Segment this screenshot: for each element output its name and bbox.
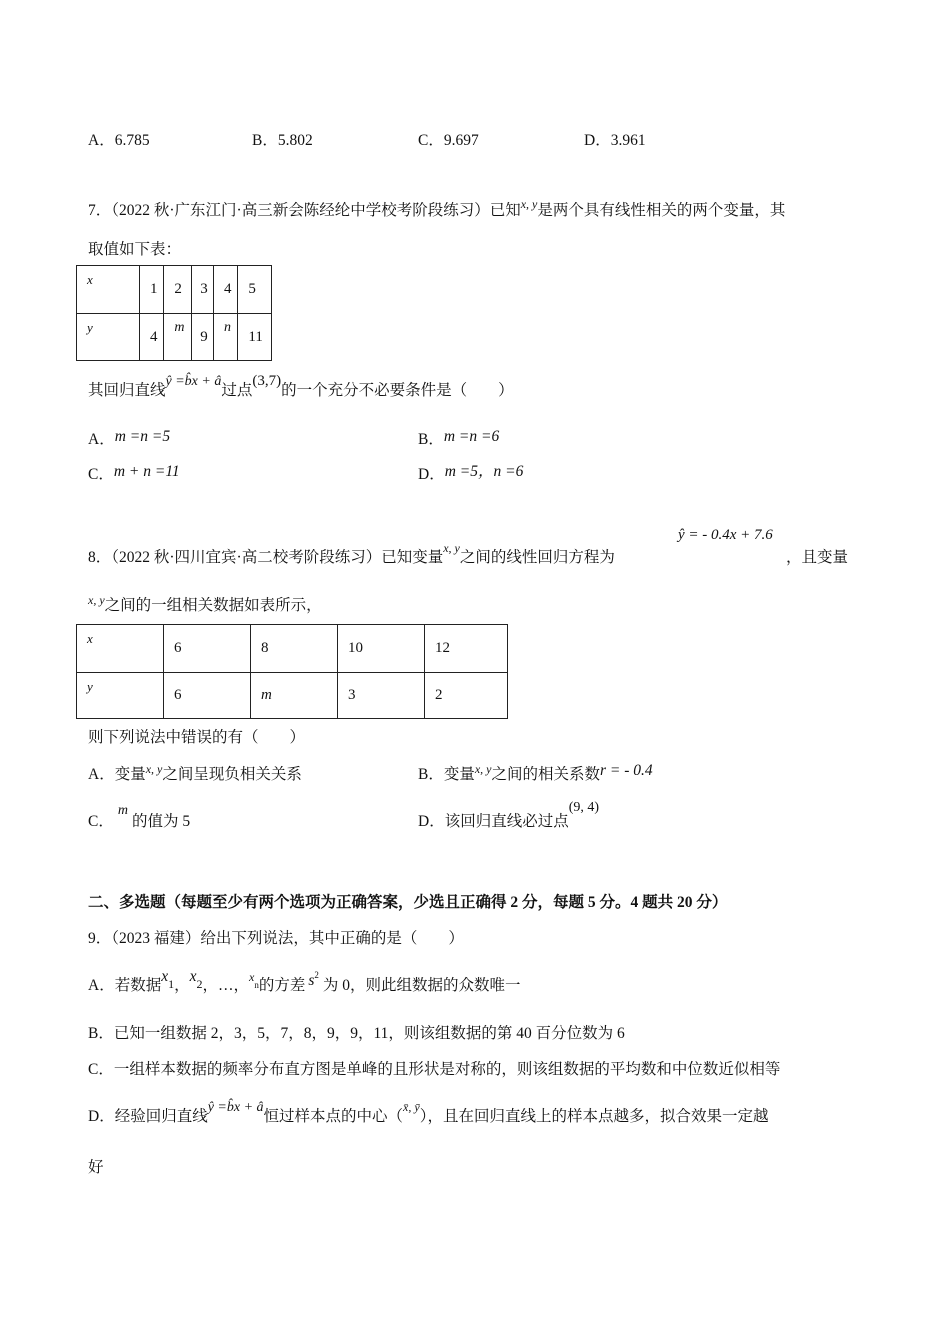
q8-stem-line2 xyxy=(88,593,322,615)
option-label: A． xyxy=(88,431,115,448)
q9-s: s xyxy=(308,972,315,989)
q9-x1: x xyxy=(161,968,169,985)
q9-ellipsis: ，…， xyxy=(202,977,250,994)
q9-xn: x xyxy=(249,970,255,984)
q8-prompt: 则下列说法中错误的有（ ） xyxy=(88,729,306,746)
q7-point: (3,7) xyxy=(252,373,282,389)
q8-table-cell: 6 xyxy=(164,673,251,719)
q8-number: 8． xyxy=(88,549,112,566)
q8-option-c xyxy=(88,803,191,831)
q7-xy: x, y xyxy=(520,197,538,211)
q7-table xyxy=(76,265,272,361)
q8-option-b-xy: x, y xyxy=(474,762,492,776)
q7-option-d-math: m =5，n =6 xyxy=(444,463,524,480)
q9-option-d-text2: 恒过样本点的中心（ xyxy=(263,1108,404,1125)
option-label: D． xyxy=(418,466,445,483)
q9-option-a-text3: 为 0，则此组数据的众数唯一 xyxy=(322,977,521,994)
q8-option-b-text2: 之间的相关系数 xyxy=(491,766,601,783)
q7-option-c xyxy=(88,462,180,484)
q7-condition-text: 其回归直线 xyxy=(88,382,166,399)
q6-option-c: C．9.697 xyxy=(418,132,479,149)
q8-source: （2022 秋·四川宜宾·高二校考阶段练习）已知变量 xyxy=(111,549,444,566)
q7-table-x-label: x xyxy=(77,266,140,314)
q8-option-a xyxy=(88,762,302,784)
q9-option-d-equation: ŷ =b̂x + â xyxy=(207,1100,264,1115)
q8-table-row-y xyxy=(77,673,508,719)
q7-table-cell: 11 xyxy=(238,314,272,361)
q8-option-d-text: D．该回归直线必过点 xyxy=(418,813,569,830)
q8-option-c-label: C． xyxy=(88,813,114,830)
q7-option-b-math: m =n =6 xyxy=(443,428,500,445)
q7-option-b xyxy=(418,427,499,449)
q8-table-cell: 10 xyxy=(338,625,425,673)
q9-x2: x xyxy=(189,968,197,985)
q9-subn: n xyxy=(254,980,259,991)
q8-table-cell: m xyxy=(251,673,338,719)
q8-table-cell: 3 xyxy=(338,673,425,719)
q8-table-x-label: x xyxy=(77,625,164,673)
q8-option-a-text2: 之间呈现负相关关系 xyxy=(162,766,302,783)
q7-table-cell: m xyxy=(164,314,192,361)
q9-option-a-text: A．若数据 xyxy=(88,977,162,994)
q8-option-a-text: A．变量 xyxy=(88,766,146,783)
q8-option-b xyxy=(418,762,653,784)
q6-option-d: D．3.961 xyxy=(584,132,646,149)
q9-option-d xyxy=(88,1100,769,1126)
q8-xy-2: x, y xyxy=(88,593,105,607)
q8-option-b-math: r = - 0.4 xyxy=(600,762,653,779)
q8-option-c-m: m xyxy=(117,803,128,818)
q8-regression-equation: ŷ = - 0.4x + 7.6 xyxy=(678,527,773,543)
q7-table-cell: 2 xyxy=(164,266,192,314)
q9-option-d-line2: 好 xyxy=(88,1159,104,1176)
q7-table-row-x xyxy=(77,266,272,314)
q8-table-cell: 12 xyxy=(425,625,508,673)
q7-condition xyxy=(88,373,514,400)
q7-table-cell: 5 xyxy=(238,266,272,314)
q7-table-y-label: y xyxy=(77,314,140,361)
q8-option-d-point: (9, 4) xyxy=(568,800,600,815)
q7-option-a-math: m =n =5 xyxy=(114,428,171,445)
q9-sub1: 1 xyxy=(168,977,175,992)
q6-option-a: A．6.785 xyxy=(88,132,150,149)
q9-option-b: B．已知一组数据 2，3，5，7，8，9，9，11，则该组数据的第 40 百分位数为 6 xyxy=(88,1025,625,1042)
q7-table-cell: 1 xyxy=(140,266,164,314)
q8-option-c-text: 的值为 5 xyxy=(131,813,191,830)
q7-source: （2022 秋·广东江门·高三新会陈经纶中学校考阶段练习）已知 xyxy=(111,202,521,219)
q8-stem xyxy=(88,541,615,567)
q8-table xyxy=(76,624,508,719)
q8-table-cell: 6 xyxy=(164,625,251,673)
q7-regression-equation: ŷ =b̂x + â xyxy=(165,374,222,389)
q8-xy: x, y xyxy=(443,541,460,555)
q8-table-row-x xyxy=(77,625,508,673)
q7-condition-text3: 的一个充分不必要条件是（ ） xyxy=(281,382,514,399)
q7-table-cell: 9 xyxy=(192,314,214,361)
q9-option-c: C．一组样本数据的频率分布直方图是单峰的且形状是对称的，则该组数据的平均数和中位数近似相等 xyxy=(88,1061,781,1078)
q8-stem-end: ，且变量 xyxy=(786,549,849,566)
q8-option-b-text: B．变量 xyxy=(418,766,475,783)
q7-table-cell: 4 xyxy=(140,314,164,361)
q9-option-d-text3: ），且在回归直线上的样本点越多，拟合效果一定越 xyxy=(419,1108,769,1125)
q7-stem xyxy=(88,198,785,220)
q8-table-cell: 8 xyxy=(251,625,338,673)
q7-option-c-math: m + n =11 xyxy=(113,463,180,480)
q8-table-cell: 2 xyxy=(425,673,508,719)
q7-number: 7． xyxy=(88,202,112,219)
q9-option-a: A．若数据$x_1$，$x_2$，…，$^x_n$的方差 $s^2$为 0，则此组数据的众数唯一 xyxy=(88,968,521,994)
q8-stem-mid: 之间的线性回归方程为 xyxy=(459,549,615,566)
q9-sup2: 2 xyxy=(314,969,319,980)
q7-option-d xyxy=(418,462,523,484)
q7-table-row-y xyxy=(77,314,272,361)
q7-table-cell: 3 xyxy=(192,266,214,314)
q8-option-a-xy: x, y xyxy=(145,762,163,776)
q7-stem-line2: 取值如下表： xyxy=(88,241,182,258)
q9-option-d-center: x̄, ȳ xyxy=(403,1100,420,1114)
q9-option-d-text: D．经验回归直线 xyxy=(88,1108,208,1125)
q7-option-a xyxy=(88,427,170,449)
q7-stem-rest: 是两个具有线性相关的两个变量，其 xyxy=(537,202,786,219)
option-label: C． xyxy=(88,466,114,483)
q7-table-cell: 4 xyxy=(214,266,238,314)
q8-table-y-label: y xyxy=(77,673,164,719)
q6-option-b: B．5.802 xyxy=(252,132,313,149)
q9-option-a-text2: 的方差 xyxy=(258,977,306,994)
option-label: B． xyxy=(418,431,444,448)
q7-condition-text2: 过点 xyxy=(221,382,253,399)
section-2-title: 二、多选题（每题至少有两个选项为正确答案，少选且正确得 2 分，每题 5 分。4 题共 20 分） xyxy=(88,894,728,911)
q9-sub2: 2 xyxy=(196,977,203,992)
q8-stem-line2-text: 之间的一组相关数据如表所示， xyxy=(104,597,322,614)
q9-stem: 9．（2023 福建）给出下列说法，其中正确的是（ ） xyxy=(88,930,464,947)
q8-option-d xyxy=(418,800,600,831)
q7-table-cell: n xyxy=(214,314,238,361)
